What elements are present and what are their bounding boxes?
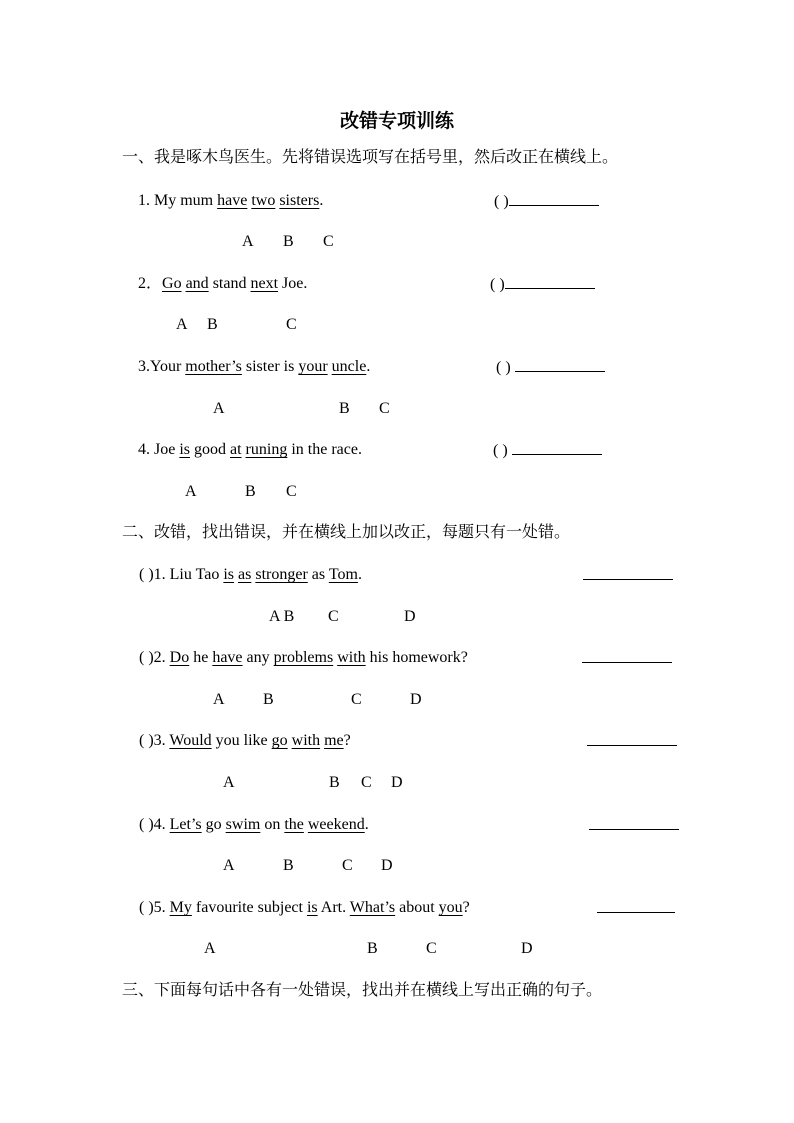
s1-q3-mid: sister is: [241, 358, 299, 375]
s2-q4-label-b: B: [283, 857, 294, 874]
answer-blank[interactable]: [515, 357, 605, 372]
s1-q3-sentence: [138, 357, 370, 377]
s2-q2-end: his homework?: [365, 649, 468, 666]
s1-q2-end: Joe.: [278, 275, 308, 292]
s2-q1-label-d: D: [404, 608, 416, 625]
answer-paren: ( ): [139, 566, 154, 583]
s2-q3-answer-blank[interactable]: [587, 731, 677, 752]
s2-q3-option-c: with: [291, 732, 321, 749]
s2-q1-answer-blank[interactable]: [583, 565, 673, 586]
s1-q4-end: in the race.: [287, 441, 362, 458]
s1-q1-end: .: [319, 192, 324, 209]
s2-q2-label-b: B: [263, 691, 274, 708]
s2-q3-mid: you like: [211, 732, 272, 749]
s2-q2-pre: 2.: [153, 649, 170, 666]
s2-q3-option-a: Would: [169, 732, 212, 749]
s1-q3-option-c: uncle: [331, 358, 367, 375]
s1-q4-option-b: at: [230, 441, 242, 458]
s2-q4-label-d: D: [381, 857, 393, 874]
s2-q5-label-d: D: [521, 940, 533, 957]
s1-q4-answer: [493, 440, 602, 461]
s2-q1-pre: 1. Liu Tao: [153, 566, 224, 583]
s1-q3-label-c: C: [379, 400, 390, 417]
s2-q1-option-a: is: [223, 566, 235, 583]
s2-q1-label-ab: A B: [269, 608, 295, 625]
s2-q3-label-b: B: [329, 774, 340, 791]
answer-blank[interactable]: [582, 648, 672, 663]
s1-q1-label-b: B: [283, 233, 294, 250]
s1-q2-label-b: B: [207, 316, 218, 333]
answer-blank[interactable]: [583, 565, 673, 580]
s2-q5-sentence: [139, 898, 470, 918]
s2-q5-end: ?: [462, 899, 470, 916]
s2-q1-option-d: Tom: [328, 566, 358, 583]
s2-q1-label-c: C: [328, 608, 339, 625]
s2-q1-option-c: stronger: [255, 566, 308, 583]
s1-q2-option-c: next: [250, 275, 279, 292]
s2-q3-option-b: go: [271, 732, 288, 749]
s2-q5-mid: about: [395, 899, 439, 916]
s2-q3-label-a: A: [223, 774, 235, 791]
s1-q3-num: 3.Your: [138, 358, 186, 375]
s1-q2-option-b: and: [185, 275, 209, 292]
s2-q5-answer-blank[interactable]: [597, 898, 675, 919]
s1-q2-answer: [490, 274, 595, 295]
s1-q3-label-a: A: [213, 400, 225, 417]
s2-q5-option-b: is: [306, 899, 318, 916]
s2-q4-option-b: swim: [225, 816, 261, 833]
s2-q2-label-d: D: [410, 691, 422, 708]
answer-paren: ( ): [496, 359, 511, 376]
s1-q1-option-b: two: [251, 192, 276, 209]
s2-q2-option-a: Do: [169, 649, 190, 666]
s2-q5-mid: Art.: [317, 899, 350, 916]
s2-q1-sentence: [139, 565, 362, 585]
s2-q2-mid: he: [189, 649, 213, 666]
s2-q2-option-b: have: [212, 649, 243, 666]
s2-q1-mid: as: [307, 566, 329, 583]
s1-q4-sentence: [138, 440, 362, 460]
answer-paren: ( ): [493, 442, 508, 459]
s1-q1-answer: [494, 191, 599, 212]
s1-q3-option-b: your: [298, 358, 328, 375]
section-3-heading: 三、下面每句话中各有一处错误，找出并在横线上写出正确的句子。: [122, 982, 603, 999]
s2-q4-option-a: Let’s: [169, 816, 202, 833]
s2-q3-option-d: me: [324, 732, 344, 749]
answer-blank[interactable]: [505, 274, 595, 289]
s1-q4-option-c: runing: [245, 441, 288, 458]
s2-q4-answer-blank[interactable]: [589, 815, 679, 836]
s2-q5-option-a: My: [169, 899, 192, 916]
s1-q2-mid: stand: [208, 275, 251, 292]
s1-q3-label-b: B: [339, 400, 350, 417]
answer-blank[interactable]: [509, 191, 599, 206]
s1-q2-label-a: A: [176, 316, 188, 333]
s2-q5-pre: 5.: [153, 899, 170, 916]
answer-blank[interactable]: [512, 440, 602, 455]
s2-q1-option-b: as: [238, 566, 252, 583]
s2-q2-answer-blank[interactable]: [582, 648, 672, 669]
s1-q1-option-a: have: [217, 192, 248, 209]
s2-q2-label-a: A: [213, 691, 225, 708]
s2-q3-label-d: D: [391, 774, 403, 791]
s2-q4-option-c: the: [284, 816, 304, 833]
answer-paren: ( ): [139, 649, 154, 666]
s1-q1-sentence: [138, 191, 323, 211]
s2-q4-mid: go: [201, 816, 226, 833]
s2-q5-option-d: you: [438, 899, 463, 916]
s1-q2-option-a: Go: [162, 275, 182, 292]
s1-q3-end: .: [366, 358, 371, 375]
s1-q4-mid: good: [190, 441, 230, 458]
s1-q4-num: 4. Joe: [138, 441, 180, 458]
s2-q5-label-a: A: [204, 940, 216, 957]
s1-q3-answer: [496, 357, 605, 378]
s2-q4-end: .: [364, 816, 369, 833]
s2-q4-label-a: A: [223, 857, 235, 874]
answer-paren: ( ): [139, 899, 154, 916]
s1-q1-num: 1. My mum: [138, 192, 218, 209]
s2-q3-end: ?: [343, 732, 351, 749]
answer-paren: ( ): [490, 276, 505, 293]
s2-q3-sentence: [139, 731, 351, 751]
answer-blank[interactable]: [597, 898, 675, 913]
s2-q5-mid: favourite subject: [191, 899, 307, 916]
s1-q4-label-b: B: [245, 483, 256, 500]
s1-q4-label-c: C: [286, 483, 297, 500]
s2-q3-label-c: C: [361, 774, 372, 791]
s2-q4-pre: 4.: [153, 816, 170, 833]
s2-q5-label-b: B: [367, 940, 378, 957]
s1-q4-option-a: is: [179, 441, 190, 458]
s2-q2-sentence: [139, 648, 468, 668]
s2-q4-option-d: weekend: [307, 816, 365, 833]
answer-blank[interactable]: [587, 731, 677, 746]
s1-q1-label-c: C: [323, 233, 334, 250]
s1-q3-option-a: mother’s: [185, 358, 242, 375]
answer-paren: ( ): [494, 193, 509, 210]
s2-q2-option-c: problems: [273, 649, 334, 666]
answer-blank[interactable]: [589, 815, 679, 830]
s2-q1-end: .: [357, 566, 362, 583]
s2-q4-mid: on: [260, 816, 285, 833]
s2-q4-sentence: [139, 815, 369, 835]
s1-q2-sentence: [138, 274, 307, 294]
s2-q2-option-d: with: [337, 649, 366, 666]
section-1-heading: 一、我是啄木鸟医生。先将错误选项写在括号里，然后改正在横线上。: [122, 149, 619, 166]
s1-q4-label-a: A: [185, 483, 197, 500]
s2-q2-mid: any: [242, 649, 274, 666]
s2-q4-label-c: C: [342, 857, 353, 874]
s1-q2-label-c: C: [286, 316, 297, 333]
s2-q2-label-c: C: [351, 691, 362, 708]
s1-q1-option-c: sisters: [279, 192, 320, 209]
s1-q1-label-a: A: [242, 233, 254, 250]
answer-paren: ( ): [139, 732, 154, 749]
s1-q2-num: 2．: [138, 275, 163, 292]
s2-q3-pre: 3.: [153, 732, 170, 749]
page-title: 改错专项训练: [339, 111, 454, 132]
s2-q5-label-c: C: [426, 940, 437, 957]
section-2-heading: 二、改错，找出错误，并在横线上加以改正，每题只有一处错。: [122, 524, 571, 541]
s2-q5-option-c: What’s: [349, 899, 396, 916]
answer-paren: ( ): [139, 816, 154, 833]
